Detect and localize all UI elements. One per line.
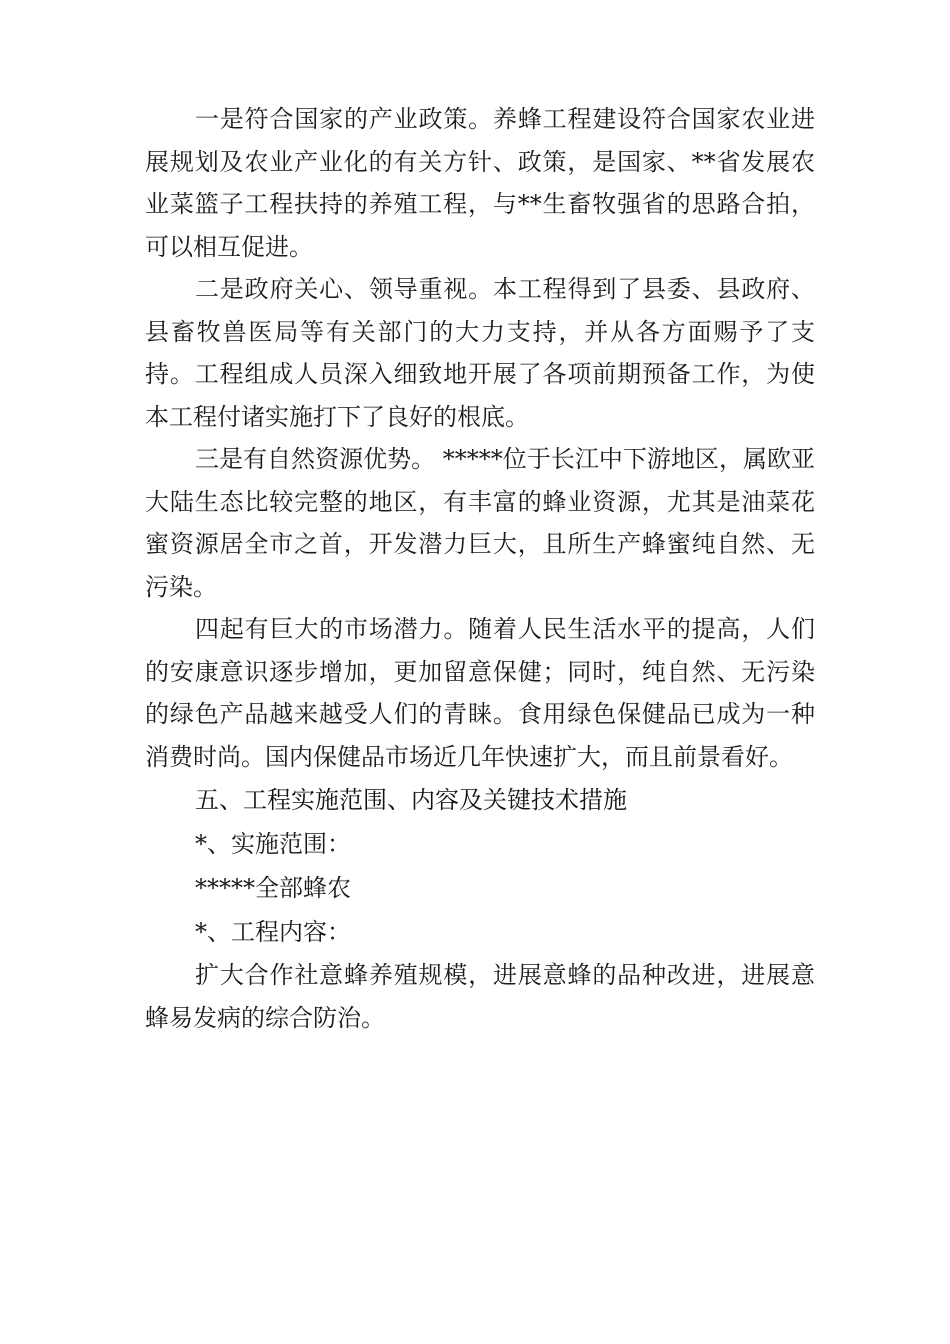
paragraph-government-support: 二是政府关心、领导重视。本工程得到了县委、县政府、 县畜牧兽医局等有关部门的大力支持，并从各方面赐予了支持。工程组成人员深入细致地开展了各项前期预备工作，为使本工程付诸实施打下了良好的根底。 xyxy=(145,275,815,431)
content-text: 扩大合作社意蜂养殖规模，进展意蜂的品种改进，进展意蜂易发病的综合防治。 xyxy=(145,961,815,1032)
section-heading: 五、工程实施范围、内容及关键技术措施 xyxy=(195,786,627,814)
content-label: *、工程内容： xyxy=(195,918,351,946)
paragraph-market-potential: 四起有巨大的市场潜力。随着人民生活水平的提高，人们的安康意识逐步增加，更加留意保健；同时，纯自然、无污染的绿色产品越来越受人们的青睐。食用绿色保健品已成为一种消费时尚。国内保健品市场近几年快速扩大，而且前景看好。 xyxy=(145,615,815,771)
paragraph-industry-policy: 一是符合国家的产业政策。养蜂工程建设符合国家农业进展规划及农业产业化的有关方针、政策，是国家、**省发展农业菜篮子工程扶持的养殖工程，与**生畜牧强省的思路合拍，可以相互促进。 xyxy=(145,105,815,261)
paragraph-natural-resources: 三是有自然资源优势。 *****位于长江中下游地区，属欧亚大陆生态比较完整的地区，有丰富的蜂业资源，尤其是油菜花蜜资源居全市之首，开发潜力巨大，且所生产蜂蜜纯自然、无污染。 xyxy=(145,445,815,601)
scope-label: *、实施范围： xyxy=(195,830,351,858)
scope-value: *****全部蜂农 xyxy=(195,874,351,902)
document-body xyxy=(145,98,815,1039)
